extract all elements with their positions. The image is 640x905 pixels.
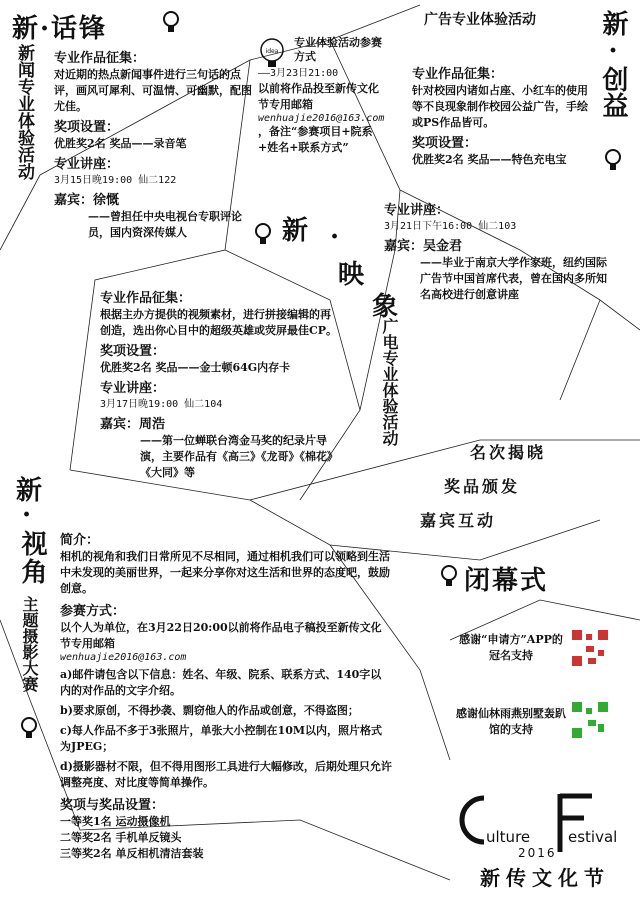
lightbulb-icon xyxy=(162,10,180,36)
ad-guest-heading: 嘉宾：吴金君 xyxy=(384,239,463,254)
film-title-a: 新 xyxy=(282,216,311,246)
film-guest-text: ——第一位蝉联台湾金马奖的纪录片导演，主要作品有《高三》《龙哥》《棉花》《大同》等 xyxy=(140,434,338,479)
news-guest-heading: 嘉宾：徐慨 xyxy=(54,193,120,208)
news-guest-text: ——曾担任中央电视台专职评论员，国内资深传媒人 xyxy=(88,210,242,239)
closing-item-2: 奖品颁发 xyxy=(444,477,521,496)
ad-award-text: 优胜奖2名 奖品——特色充电宝 xyxy=(412,153,567,166)
photo-title-b: 视角 xyxy=(17,530,47,586)
festival-logo xyxy=(450,790,630,890)
submit-line1: ——3月23日21:00 xyxy=(258,68,339,79)
news-title: 新·话锋 xyxy=(12,14,108,44)
ad-collect-text: 针对校园内诸如占座、小红车的使用等不良现象制作校园公益广告，手绘或PS作品皆可。 xyxy=(412,84,588,129)
news-collect-text: 对近期的热点新闻事件进行三句话的点评，画风可犀利、可温情、可幽默，配图尤佳。 xyxy=(54,68,252,113)
film-title-b: 映 xyxy=(338,260,367,290)
closing-thanks-1: 感谢“申请方”APP的冠名支持 xyxy=(459,633,563,662)
photo-title-a: 新 xyxy=(16,476,45,506)
logo-name: 新传文化节 xyxy=(480,866,610,890)
logo-festival: estival xyxy=(568,828,618,846)
qr-code-icon[interactable] xyxy=(570,628,610,672)
photo-rule-c: c)每人作品不多于3张照片，单张大小控制在10M以内，照片格式为JPEG； xyxy=(60,724,383,753)
photo-prize-3: 三等奖2名 单反相机清洁套装 xyxy=(60,847,204,860)
ad-vertical-title: 新·创益 xyxy=(598,10,628,118)
ad-guest-text: ——毕业于南京大学作家班，纽约国际广告节中国首席代表，曾在国内多所知名高校进行创意讲座 xyxy=(420,256,607,301)
closing-thanks-2: 感谢仙林雨燕别墅轰趴馆的支持 xyxy=(456,707,566,736)
lightbulb-icon xyxy=(20,716,38,742)
photo-rule-b: b)要求原创，不得抄袭、剽窃他人的作品或创意，不得盗图； xyxy=(60,704,359,717)
photo-intro-heading: 简介： xyxy=(60,533,100,548)
photo-prize-2: 二等奖2名 手机单反镜头 xyxy=(60,831,182,844)
ad-heading: 广告专业体验活动 xyxy=(424,12,536,28)
submit-block xyxy=(258,36,388,156)
qr-code-icon[interactable] xyxy=(570,700,610,744)
submit-line3: ，备注“参赛项目+院系+姓名+联系方式” xyxy=(258,125,373,154)
photo-method-heading: 参赛方式： xyxy=(60,604,126,619)
svg-text:idea: idea xyxy=(265,48,279,55)
ad-collect-heading: 专业作品征集： xyxy=(412,67,504,82)
news-vertical-title: 新闻专业体验活动 xyxy=(14,44,34,180)
photo-block xyxy=(60,532,392,862)
news-collect-heading: 专业作品征集： xyxy=(54,51,146,66)
film-title-c: 象 xyxy=(372,292,401,322)
ad-block xyxy=(412,66,592,168)
news-award-heading: 奖项设置： xyxy=(54,120,120,135)
film-title-dot: · xyxy=(330,222,342,252)
ad-lecture-text: 3月21日下午16:00 仙二103 xyxy=(384,221,517,232)
photo-method-text: 以个人为单位，在3月22日20:00以前将作品电子稿投至新传文化节专用邮箱 xyxy=(60,621,382,650)
ad-lecture-block xyxy=(384,202,614,303)
closing-item-1: 名次揭晓 xyxy=(470,443,547,462)
film-award-text: 优胜奖2名 奖品——金士顿64G内存卡 xyxy=(100,361,291,374)
photo-prize-heading: 奖项与奖品设置： xyxy=(60,798,165,813)
news-block xyxy=(54,50,254,241)
logo-culture: ulture xyxy=(486,828,531,846)
film-vertical-title: 广电专业体验活动 xyxy=(380,318,399,446)
logo-year: 2016 xyxy=(518,846,557,860)
photo-prize-1: 一等奖1名 运动摄像机 xyxy=(60,815,171,828)
lightbulb-icon xyxy=(440,564,458,590)
film-guest-heading: 嘉宾：周浩 xyxy=(100,417,166,432)
film-lecture-text: 3月17日晚19:00 仙二104 xyxy=(100,399,223,410)
closing-title: 闭幕式 xyxy=(464,566,549,596)
submit-line2: 以前将作品投至新传文化节专用邮箱 xyxy=(258,82,379,111)
lightbulb-icon xyxy=(604,148,622,174)
film-lecture-heading: 专业讲座： xyxy=(100,381,166,396)
ad-award-heading: 奖项设置： xyxy=(412,136,478,151)
film-block xyxy=(100,290,340,481)
photo-email[interactable]: wenhuajie2016@163.com xyxy=(60,652,187,663)
closing-item-3: 嘉宾互动 xyxy=(420,511,497,530)
news-lecture-text: 3月15日晚19:00 仙二122 xyxy=(54,175,177,186)
photo-title-dot: · xyxy=(22,500,34,530)
photo-rule-a: a)邮件请包含以下信息：姓名、年级、院系、联系方式、140字以内的对作品的文字介绍。 xyxy=(60,668,382,697)
lightbulb-icon xyxy=(254,222,272,248)
photo-intro-text: 相机的视角和我们日常所见不尽相同，通过相机我们可以领略到生活中未发现的美丽世界，一起来分享你对这生活和世界的态度吧，鼓励创意。 xyxy=(60,550,390,595)
ad-lecture-heading: 专业讲座： xyxy=(384,203,450,218)
film-collect-heading: 专业作品征集： xyxy=(100,291,192,306)
film-collect-text: 根据主办方提供的视频素材，进行拼接编辑的再创造，选出你心目中的超级英雄或荧屏最佳CP。 xyxy=(100,308,338,337)
photo-vertical-title: 主题摄影大赛 xyxy=(20,596,39,692)
film-award-heading: 奖项设置： xyxy=(100,344,166,359)
submit-title: 专业体验活动参赛方式 xyxy=(294,36,382,63)
news-lecture-heading: 专业讲座： xyxy=(54,157,120,172)
photo-rule-d: d)摄影器材不限，但不得用图形工具进行大幅修改，后期处理只允许调整亮度、对比度等简单操作。 xyxy=(60,760,392,789)
submit-email[interactable]: wenhuajie2016@163.com xyxy=(258,113,385,124)
news-award-text: 优胜奖2名 奖品——录音笔 xyxy=(54,137,187,150)
